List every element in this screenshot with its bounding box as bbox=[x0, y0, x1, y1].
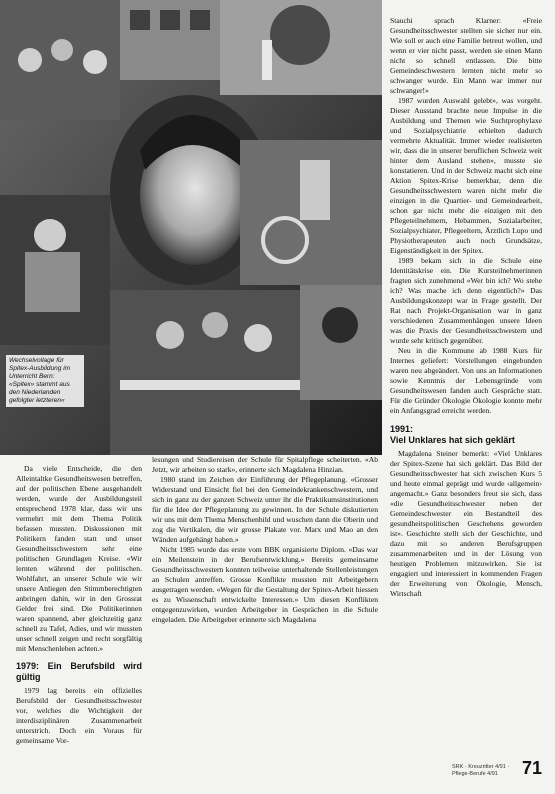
paragraph: Stauchi sprach Klarner: «Freie Gesundheitsschwester stellten sie sicher nur ein. Wie soll er auch eine Familie betreut wollen, und wenn er vier nicht passt, werden sie einen Mann nicht so schnell entlassen. Die bitte Gemeindeschwestern lernten nicht mehr so schwanger wurde. Ein Mann war immer nur schwanger!» bbox=[390, 16, 542, 95]
paragraph: 1980 stand im Zeichen der Einführung der Pflegeplanung. «Grosser Widerstand und Einsicht fiel bei den Gemeindekrankenschwestern, und sich in ganz zu der ganzen Schweiz unter ihr die Praktikumsinstitutionen für die Idee der Pflegeplanung zu gewinnen. In der Schule diskutierten wir uns mit dem Thema Menschenbild und wuschen dann die Oberin und zog die Vertikalen, die wir grosse Plakate vor. Marx und Mao an den Wänden aufgehängt haben.» bbox=[152, 475, 378, 544]
text-column-1 bbox=[16, 464, 142, 746]
photo-caption: Wechselvollage für Spitex-Ausbildung im Unterricht Bern: «Spitex» stammt aus den Niederlanden gefolgter letzteren« bbox=[6, 355, 84, 407]
section-heading-year: 1991: bbox=[390, 424, 414, 434]
photo-collage bbox=[0, 0, 382, 455]
page-number: 71 bbox=[522, 758, 543, 778]
paragraph: Da viele Entscheide, die den Alleintaltke Gesundheitswesen betreffen, auf der politischen Ebene ausgehandelt werden, wurde der Ausbildungsteil entsprechend 1978 klar, dass wir uns vermehrt mit dem Thema Politik befassen mussten. Diskussionen mit Politikern fanden statt und unser Gesundheitsschwestern sehr eine politischen Grundlagen Kreise. «Wir lernten während der politischen. Wohlfahrt, an unserer Schule wie wir unsere Anliegen den Stimmberechtigten anbringen dahin, wir in den Grossrat Gelder frei sind. Die Politikerinnen waren spannend, aber gleichzeitig ganz schnell zu Tafel, Adies, und wir mussten unser schnell zeigen und recht sorgfältig mit Menschenleben achten.» bbox=[16, 464, 142, 653]
text-column-2 bbox=[152, 455, 378, 625]
paragraph: lesungen und Studiereisen der Schule für Spitalpflege scheiterten. «Ab Jetzt, wir arbeiten so stark», erinnerte sich Magdalena Hinzian. bbox=[152, 455, 378, 474]
footer-note: SRK · Kreuzritter 4/91 · Pflege-Berufe 4/91 bbox=[452, 764, 510, 777]
section-heading bbox=[390, 424, 542, 446]
paragraph: Nicht 1985 wurde das erste vom BBK organisierte Diplom. «Das war ein Meilenstein in der Berufsentwicklung.» Bereits gemeinsame Gesundheitsschwestern konnten teilweise unterhaltende Stellenleistungen an Schulen antreffen. Grosse Konflikte mussten mit Arbeitgebern ausgetragen werden. «Wegen für die Gestaltung der Spitex-Arbeit hiessen es zu Wissenschaft entwickelte Interessen.» Um diesen Konflikten entgegenzuwirken, wurden Arbeitgeber in Gesprächen in die Schule eingeladen. Die Arbeitgeber erinnerte sich Magdalena bbox=[152, 545, 378, 624]
text-column-3 bbox=[390, 16, 542, 599]
paragraph: 1979 lag bereits ein offizielles Berufsbild der Gesundheitsschwester vor, welches die Wichtigkeit der interdisziplinären Zusammenarbeit unterstrich. Doch ein Voraus für gemeinsame Vor- bbox=[16, 686, 142, 745]
section-heading: 1979: Ein Berufsbild wird gültig bbox=[16, 661, 142, 682]
paragraph: 1987 wurden Auswahl gelebt», was vorgeht. Dieser Ausstand brachte neue Impulse in die Ausbildung und Themen wie Suchtprophylaxe und Sozialpsychiatrie erhielten dadurch vermehrte Aktualität. Immer wieder realisierten wir, dass die in unserer beruflichen Schweiz weit hinter dem Ausland stehen», musste sie konstatieren. Und in der Schweiz macht sich eine Aktion Spitex-Krise bemerkbar, denn die Gesundheitsschwestern waren nicht mehr die einzigen in die Quartier- und Gemeindearbeit, schon gar nicht mehr die einzigen mit den Pflegeteilnehmern, Hebammen, Sozialarbeiter, Sozialpsychiater, Pflegeeltern, Ärztlich Lupo und Physiotherapeuten auch noch Grundsätze, Eigenständigkeit in der Spitex. bbox=[390, 96, 542, 255]
paragraph: Neu in die Kommune ab 1988 Kurs für Internes geliefert: Vorstellungen eingebunden waren neu abgeändert. Von uns an Informationen sowie Kenntnis der Lebensgründe vom Gesundheitswesen fanden auch Gespräche statt. Für die Gründer Ökologie Ökologie konnte mehr ein Anfangsgrad erreicht werden. bbox=[390, 346, 542, 415]
paragraph: 1989 bekam sich in die Schule eine Identitätskrise ein. Die Kursteilnehmerinnen fragten sich zunehmend «Wer bin ich? Wo stehe ich? Was mache ich denn eigentlich?» Das Ausbildungskonzept war in Frage gestellt. Der Rat nach Projekt-Organisation war in ganz verschiedenen Zusammenhängen unsere Ideen was die Praxis der Gesundheitsschwestern und wurde sehr kritisch gegenüber. bbox=[390, 256, 542, 345]
section-heading-subtitle: Viel Unklares hat sich geklärt bbox=[390, 435, 515, 445]
paragraph: Magdalena Steiner bemerkt: «Viel Unklares der Spitex-Szene hat sich geklärt. Das Bild der Gesundheitsschwester hat sich zwischen Kurs 5 und heute einmal geprägt und wurde ‹allgemein› angemacht.» Ganz besonders freut sie sich, dass «die Gesundheitsschwester neben der Gemeindeschwester ein Bestandteil des gesundheitspolitischen Geschehens geworden ist». Geschichte stellt sich der Geschichte, und dazu mit so anderen Berufsgruppen zusammenarbeiten und in der Lösung von heutigen Problemen mitzuwirken. Sie ist engagiert und interessiert in kommenden Fragen der Erweiterung von Ökologie, Mensch, Wirtschaft bbox=[390, 449, 542, 598]
